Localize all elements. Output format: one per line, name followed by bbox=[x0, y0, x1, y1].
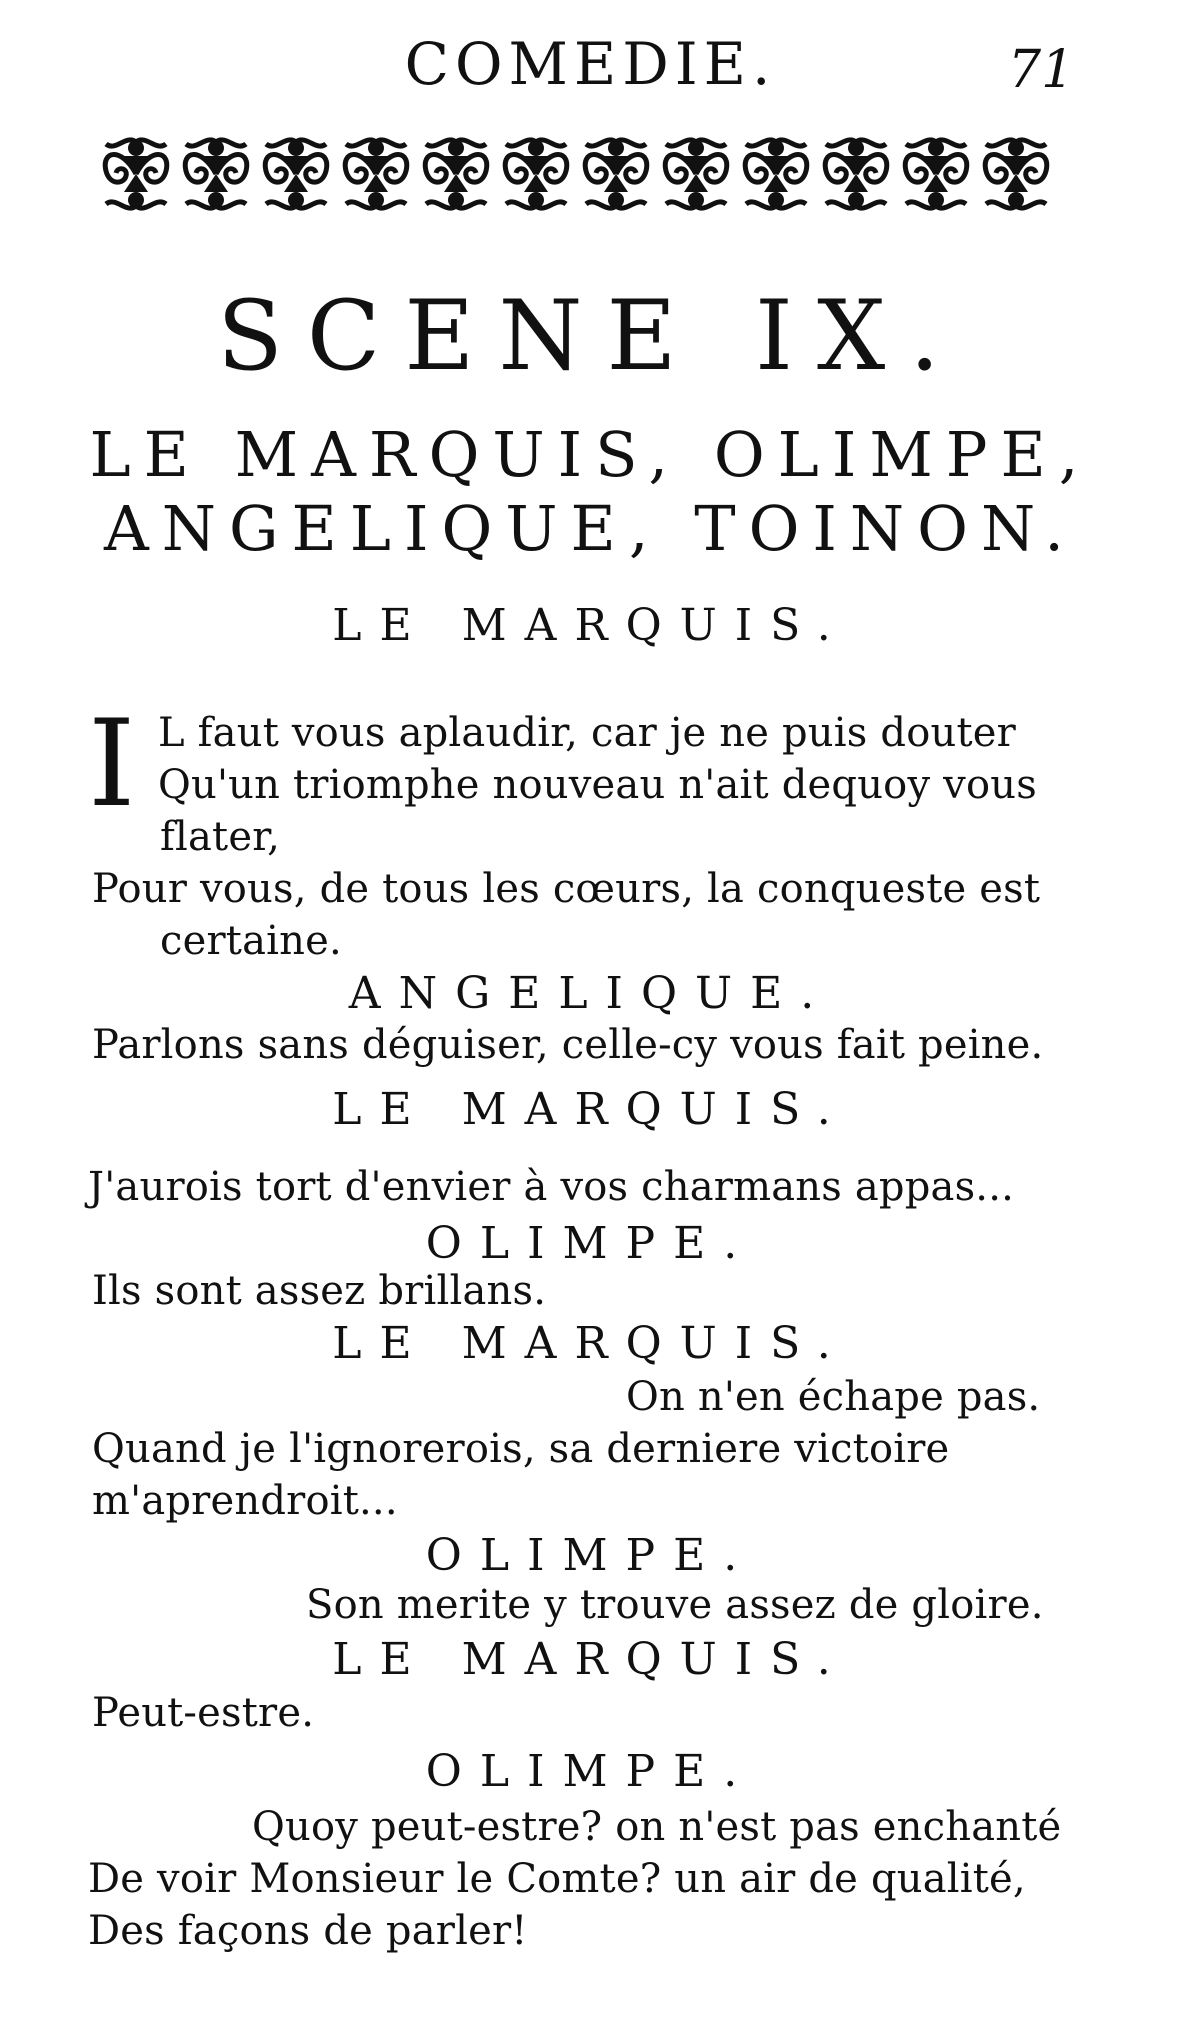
speaker-name: LE MARQUIS. bbox=[332, 1318, 849, 1369]
verse-line: Quand je l'ignorerois, sa derniere victoire bbox=[92, 1426, 950, 1472]
verse-line: Pour vous, de tous les cœurs, la conqueste est bbox=[92, 866, 1041, 912]
verse-line: De voir Monsieur le Comte? un air de qualité, bbox=[88, 1856, 1026, 1902]
verse-line: Quoy peut-estre? on n'est pas enchanté bbox=[252, 1804, 1062, 1850]
verse-line: J'aurois tort d'envier à vos charmans appas... bbox=[88, 1164, 1015, 1210]
running-head: COMEDIE. bbox=[404, 30, 777, 98]
verse-line: Des façons de parler! bbox=[88, 1908, 528, 1954]
speaker-name: OLIMPE. bbox=[425, 1746, 756, 1797]
verse-line: m'aprendroit... bbox=[92, 1478, 398, 1524]
page-number: 71 bbox=[1008, 40, 1075, 100]
speaker-name: LE MARQUIS. bbox=[332, 600, 849, 651]
fleuron-ornament-band bbox=[96, 126, 1056, 222]
verse-line: On n'en échape pas. bbox=[626, 1374, 1041, 1420]
verse-line: Qu'un triomphe nouveau n'ait dequoy vous bbox=[158, 762, 1037, 808]
verse-line: L faut vous aplaudir, car je ne puis douter bbox=[158, 710, 1016, 756]
verse-line: flater, bbox=[160, 814, 281, 860]
verse-line: Peut-estre. bbox=[92, 1690, 315, 1736]
characters-line-2: ANGELIQUE, TOINON. bbox=[104, 492, 1077, 565]
speaker-name: OLIMPE. bbox=[425, 1218, 756, 1269]
verse-line: Ils sont assez brillans. bbox=[92, 1268, 547, 1314]
scene-title: SCENE IX. bbox=[217, 280, 964, 392]
verse-line: Son merite y trouve assez de gloire. bbox=[306, 1582, 1044, 1628]
speaker-name: LE MARQUIS. bbox=[332, 1084, 849, 1135]
characters-line-1: LE MARQUIS, OLIMPE, bbox=[89, 418, 1092, 491]
speaker-name: OLIMPE. bbox=[425, 1530, 756, 1581]
verse-line: Parlons sans déguiser, celle-cy vous fait peine. bbox=[92, 1022, 1044, 1068]
verse-line: certaine. bbox=[160, 918, 342, 964]
drop-cap: I bbox=[88, 695, 136, 834]
speaker-name: ANGELIQUE. bbox=[348, 968, 833, 1019]
speaker-name: LE MARQUIS. bbox=[332, 1634, 849, 1685]
